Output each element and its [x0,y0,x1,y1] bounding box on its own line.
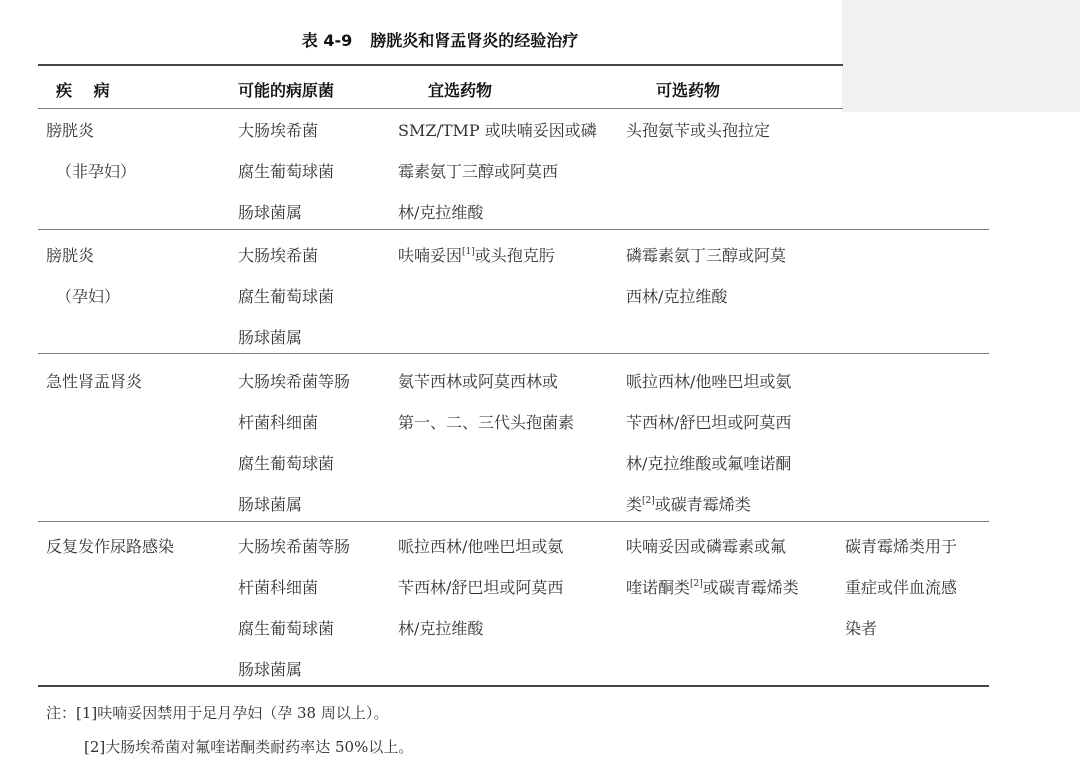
row2-alternative: 磷霉素氨丁三醇或阿莫 西林/克拉维酸 [626,246,787,306]
row4-pathogen: 大肠埃希菌等肠 杆菌科细菌 腐生葡萄球菌 肠球菌属 [238,537,351,679]
note-2: [2]大肠埃希菌对氟喹诺酮类耐药率达 50%以上。 [84,738,414,756]
row2-preferred: 呋喃妥因[1]或头孢克肟 [398,246,555,265]
row3-disease: 急性肾盂肾炎 [46,372,143,391]
table-number: 表 4-9 [301,31,353,50]
footnote-ref: [1] [462,247,475,257]
row1-disease: 膀胱炎 （非孕妇） [46,121,137,181]
row4-preferred: 哌拉西林/他唑巴坦或氨 苄西林/舒巴坦或阿莫西 林/克拉维酸 [398,537,564,638]
header-disease: 疾 病 [56,81,118,100]
row-divider [38,353,989,354]
table-title [0,28,880,51]
row1-pathogen: 大肠埃希菌 腐生葡萄球菌 肠球菌属 [238,121,335,222]
row3-pathogen: 大肠埃希菌等肠 杆菌科细菌 腐生葡萄球菌 肠球菌属 [238,372,351,514]
table-bottom-rule [38,685,989,687]
table-top-rule [38,64,843,66]
row4-disease: 反复发作尿路感染 [46,537,175,556]
table-caption: 膀胱炎和肾盂肾炎的经验治疗 [370,31,579,50]
note-1: 注：[1]呋喃妥因禁用于足月孕妇（孕 38 周以上）。 [46,704,389,722]
row2-disease: 膀胱炎 （孕妇） [46,246,121,306]
row-divider [38,521,989,522]
row4-alternative: 呋喃妥因或磷霉素或氟 喹诺酮类[2]或碳青霉烯类 [626,537,799,597]
row2-pathogen: 大肠埃希菌 腐生葡萄球菌 肠球菌属 [238,246,335,347]
header-preferred-drugs: 宜选药物 [428,81,493,100]
row1-preferred: SMZ/TMP 或呋喃妥因或磷 霉素氨丁三醇或阿莫西 林/克拉维酸 [398,121,597,222]
footnote-ref: [2] [690,579,703,589]
row4-extra-note: 碳青霉烯类用于 重症或伴血流感 染者 [845,537,958,638]
footnote-ref: [2] [642,496,655,506]
row-divider [38,229,989,230]
row3-preferred: 氨苄西林或阿莫西林或 第一、二、三代头孢菌素 [398,372,575,432]
row3-alternative: 哌拉西林/他唑巴坦或氨 苄西林/舒巴坦或阿莫西 林/克拉维酸或氟喹诺酮 类[2]或碳青霉烯类 [626,372,792,514]
header-rule [38,108,843,109]
table-notes [46,696,413,764]
row1-alternative: 头孢氨苄或头孢拉定 [626,121,771,140]
header-alternative-drugs: 可选药物 [656,81,721,100]
header-pathogen: 可能的病原菌 [238,81,335,100]
